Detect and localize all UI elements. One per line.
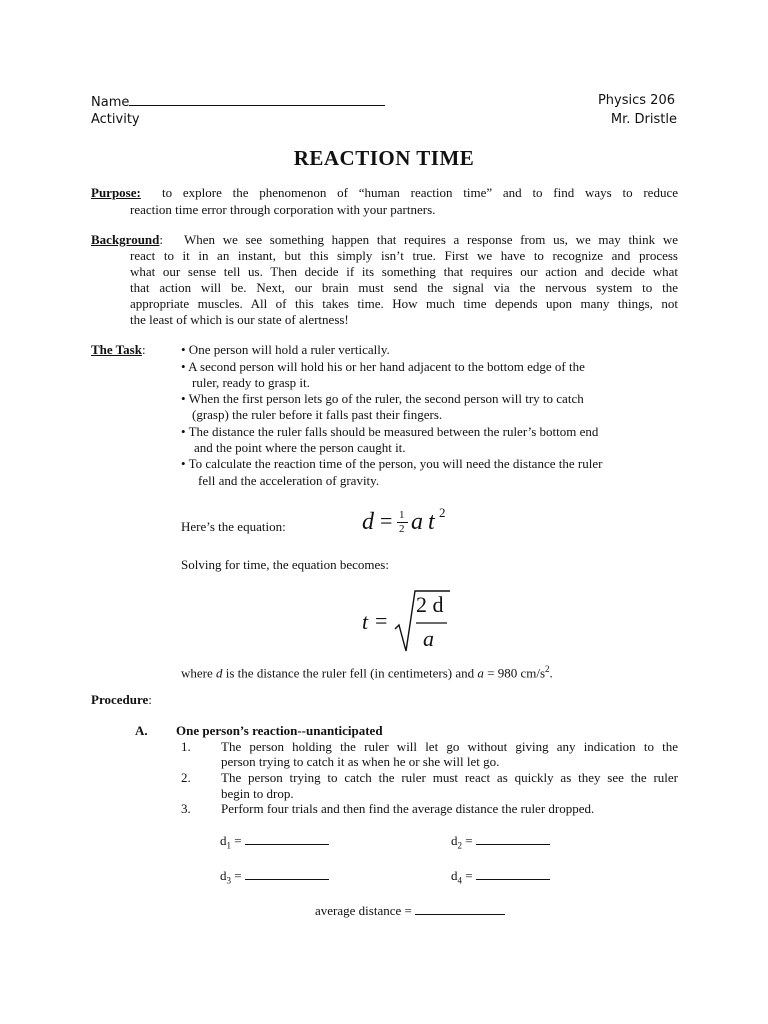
name-field[interactable] — [91, 93, 385, 110]
equation-intro: Here’s the equation: — [181, 519, 286, 534]
background-line-4: that action will be. Next, our brain must send the signal via the nervous system to the — [130, 280, 678, 295]
d3-blank[interactable] — [245, 867, 329, 880]
background-line-6: the least of which is our state of alertness! — [130, 312, 349, 327]
task-line-9: fell and the acceleration of gravity. — [198, 473, 380, 488]
task-line-3: ruler, ready to grasp it. — [192, 375, 310, 390]
d3-sub: 3 — [226, 875, 231, 886]
average-field[interactable] — [315, 902, 505, 919]
background-line-1: When we see something happen that requires a response from us, we may think we — [184, 232, 678, 247]
d2-sub: 2 — [457, 840, 462, 851]
eq-exp: 2 — [439, 505, 446, 520]
background-line-3: what our sense tell us. Then decide if its something that requires our action and decide what — [130, 264, 678, 279]
step-num: 2. — [181, 770, 191, 785]
task-label: The Task — [91, 342, 142, 357]
d1-blank[interactable] — [245, 832, 329, 845]
background-line-5: appropriate muscles. All of this takes time. How much time depends upon many things, not — [130, 296, 678, 311]
eq-t: t — [428, 509, 435, 535]
section-letter: A. — [135, 723, 148, 738]
purpose-label: Purpose: — [91, 185, 141, 200]
eq2-t: t — [362, 609, 369, 634]
task-line-8: • To calculate the reaction time of the person, you will need the distance the ruler — [181, 456, 603, 471]
where-post: = 980 cm/s — [483, 665, 546, 681]
d2-label: d — [451, 833, 458, 848]
d4-sub: 4 — [457, 875, 462, 886]
eq2-numerator: 2 d — [416, 592, 444, 617]
eq-half-den: 2 — [399, 523, 405, 535]
name-blank[interactable] — [129, 93, 385, 106]
d3-eq: = — [234, 868, 242, 883]
d3-label: d — [220, 868, 227, 883]
where-pre: where — [181, 665, 217, 681]
course-label: Physics 206 — [597, 93, 675, 108]
eq2-equals: = — [375, 608, 388, 633]
background-line-2: react to it in an instant, but this simply isn’t true. First we have to recognize and process — [130, 248, 678, 263]
activity-label: Activity — [91, 112, 140, 127]
d1-field[interactable] — [220, 832, 329, 854]
background-colon: : — [159, 232, 164, 247]
procedure-heading — [91, 692, 152, 708]
eq-half-num: 1 — [399, 509, 405, 521]
page-title: REACTION TIME — [293, 146, 475, 170]
procedure-colon: : — [148, 692, 152, 707]
teacher-label: Mr. Dristle — [610, 112, 677, 127]
task-line-2: • A second person will hold his or her hand adjacent to the bottom edge of the — [181, 359, 585, 374]
step-line: person trying to catch it as when he or she will let go. — [221, 754, 500, 769]
average-label: average distance = — [315, 903, 412, 918]
where-line — [181, 661, 553, 681]
d4-field[interactable] — [451, 867, 550, 889]
where-d: d — [216, 665, 223, 681]
d2-eq: = — [465, 833, 473, 848]
procedure-label: Procedure — [91, 692, 149, 707]
eq2-denominator: a — [423, 626, 434, 651]
d1-sub: 1 — [226, 840, 231, 851]
task-line-4: • When the first person lets go of the ruler, the second person will try to catch — [181, 391, 584, 406]
d1-label: d — [220, 833, 227, 848]
step-num: 1. — [181, 739, 191, 754]
d3-field[interactable] — [220, 867, 329, 889]
background-label: Background — [91, 232, 160, 247]
purpose-line-1: to explore the phenomenon of “human reaction time” and to find ways to reduce — [162, 185, 678, 200]
step-line: Perform four trials and then find the average distance the ruler dropped. — [221, 801, 595, 816]
step-line: begin to drop. — [221, 786, 294, 801]
step-line: The person holding the ruler will let go without giving any indication to the — [221, 739, 678, 754]
step-line: The person trying to catch the ruler must react as quickly as they see the ruler — [221, 770, 678, 785]
eq-a: a — [411, 509, 423, 535]
d4-label: d — [451, 868, 458, 883]
task-colon: : — [141, 342, 146, 357]
d4-blank[interactable] — [476, 867, 550, 880]
eq-d: d — [362, 509, 374, 535]
purpose-line-2: reaction time error through corporation with your partners. — [130, 202, 436, 217]
where-sup: 2 — [545, 664, 550, 674]
solving-text: Solving for time, the equation becomes: — [181, 557, 389, 572]
d1-eq: = — [234, 833, 242, 848]
d2-field[interactable] — [451, 832, 550, 854]
average-blank[interactable] — [415, 902, 505, 915]
eq-equals: = — [380, 508, 393, 533]
d4-eq: = — [465, 868, 473, 883]
where-end: . — [549, 665, 553, 681]
task-line-5: (grasp) the ruler before it falls past their fingers. — [192, 407, 443, 422]
background-heading — [91, 232, 163, 248]
where-mid: is the distance the ruler fell (in centimeters) and — [222, 665, 478, 681]
d2-blank[interactable] — [476, 832, 550, 845]
task-line-7: and the point where the person caught it. — [194, 440, 406, 455]
step-num: 3. — [181, 801, 191, 816]
equation-t-formula — [362, 587, 462, 657]
name-label: Name — [91, 95, 130, 110]
section-title: One person’s reaction--unanticipated — [176, 723, 383, 738]
where-a: a — [477, 665, 484, 681]
task-line-6: • The distance the ruler falls should be measured between the ruler’s bottom end — [181, 424, 599, 439]
task-heading — [91, 342, 146, 358]
task-line-1: • One person will hold a ruler vertically. — [181, 342, 390, 357]
